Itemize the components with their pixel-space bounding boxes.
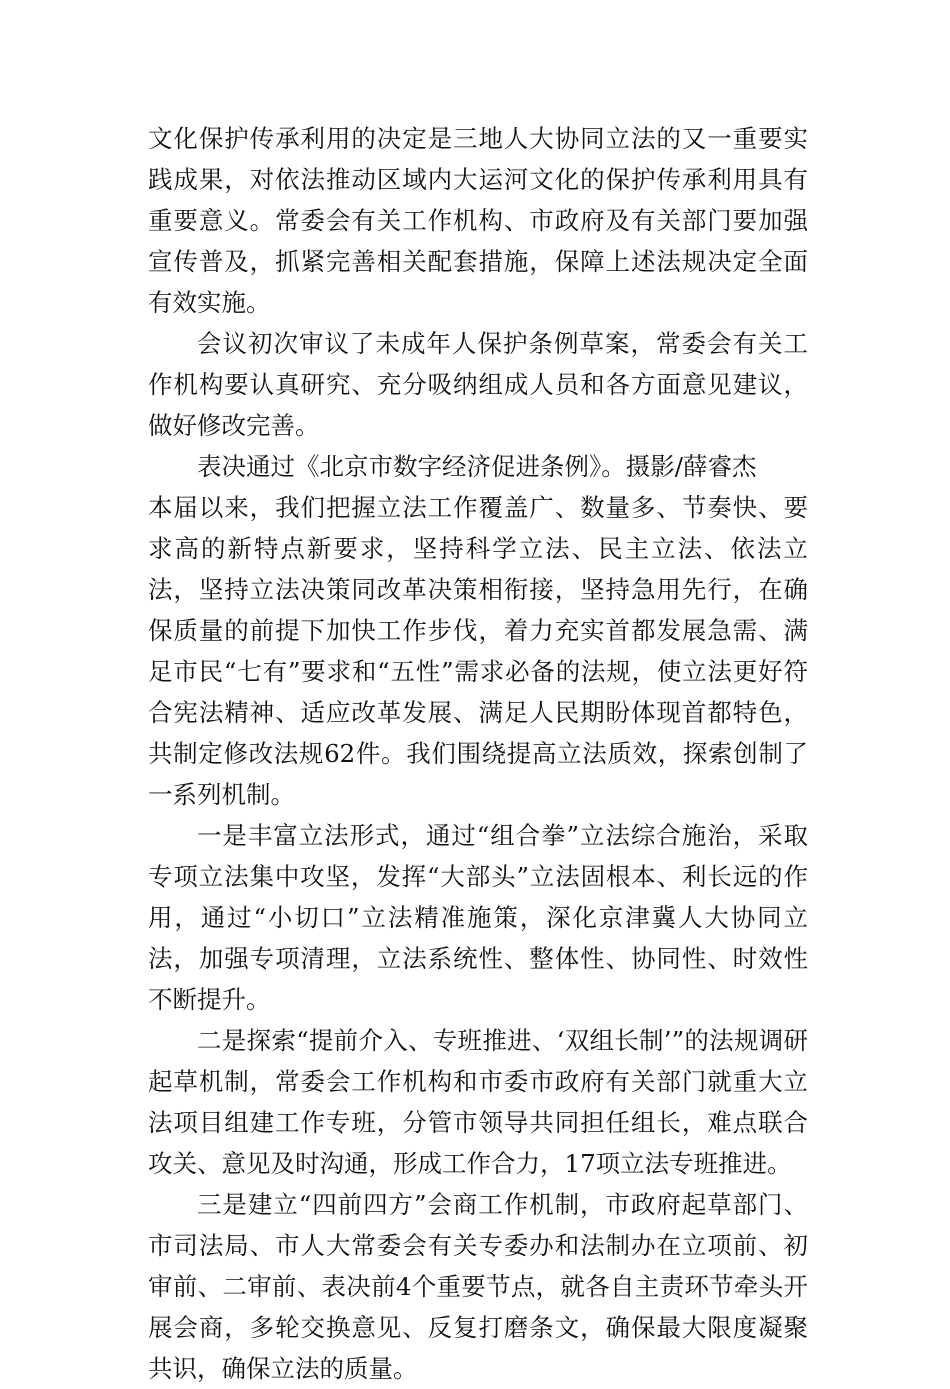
paragraph-4: 本届以来，我们把握立法工作覆盖广、数量多、节奏快、要求高的新特点新要求，坚持科学立法、民主立法、依法立法，坚持立法决策同改革决策相衔接，坚持急用先行，在确保质量的前提下加快工作步伐，着力充实首都发展急需、满足市民“七有”要求和“五性”需求必备的法规，使立法更好符合宪法精神、适应改革发展、满足人民期盼体现首都特色，共制定修改法规62件。我们围绕提高立法质效，探索创制了一系列机制。 — [148, 493, 808, 809]
document-page — [148, 118, 808, 1389]
paragraph-5: 一是丰富立法形式，通过“组合拳”立法综合施治，采取专项立法集中攻坚，发挥“大部头”立法固根本、利长远的作用，通过“小切口”立法精准施策，深化京津冀人大协同立法，加强专项清理，立法系统性、整体性、协同性、时效性不断提升。 — [148, 821, 808, 1014]
paragraph-6: 二是探索“提前介入、专班推进、‘双组长制’”的法规调研起草机制，常委会工作机构和市委市政府有关部门就重大立法项目组建工作专班，分管市领导共同担任组长，难点联合攻关、意见及时沟通，形成工作合力，17项立法专班推进。 — [148, 1026, 808, 1178]
paragraph-2: 会议初次审议了未成年人保护条例草案，常委会有关工作机构要认真研究、充分吸纳组成人员和各方面意见建议，做好修改完善。 — [148, 329, 808, 440]
paragraph-7: 三是建立“四前四方”会商工作机制，市政府起草部门、市司法局、市人大常委会有关专委办和法制办在立项前、初审前、二审前、表决前4个重要节点，就各自主责环节牵头开展会商，多轮交换意见、反复打磨条文，确保最大限度凝聚共识，确保立法的质量。 — [148, 1190, 808, 1383]
paragraph-1: 文化保护传承利用的决定是三地人大协同立法的又一重要实践成果，对依法推动区域内大运河文化的保护传承利用具有重要意义。常委会有关工作机构、市政府及有关部门要加强宣传普及，抓紧完善相关配套措施，保障上述法规决定全面有效实施。 — [148, 124, 808, 317]
paragraph-3-photo-caption: 表决通过《北京市数字经济促进条例》。摄影/薛睿杰 — [197, 452, 757, 481]
